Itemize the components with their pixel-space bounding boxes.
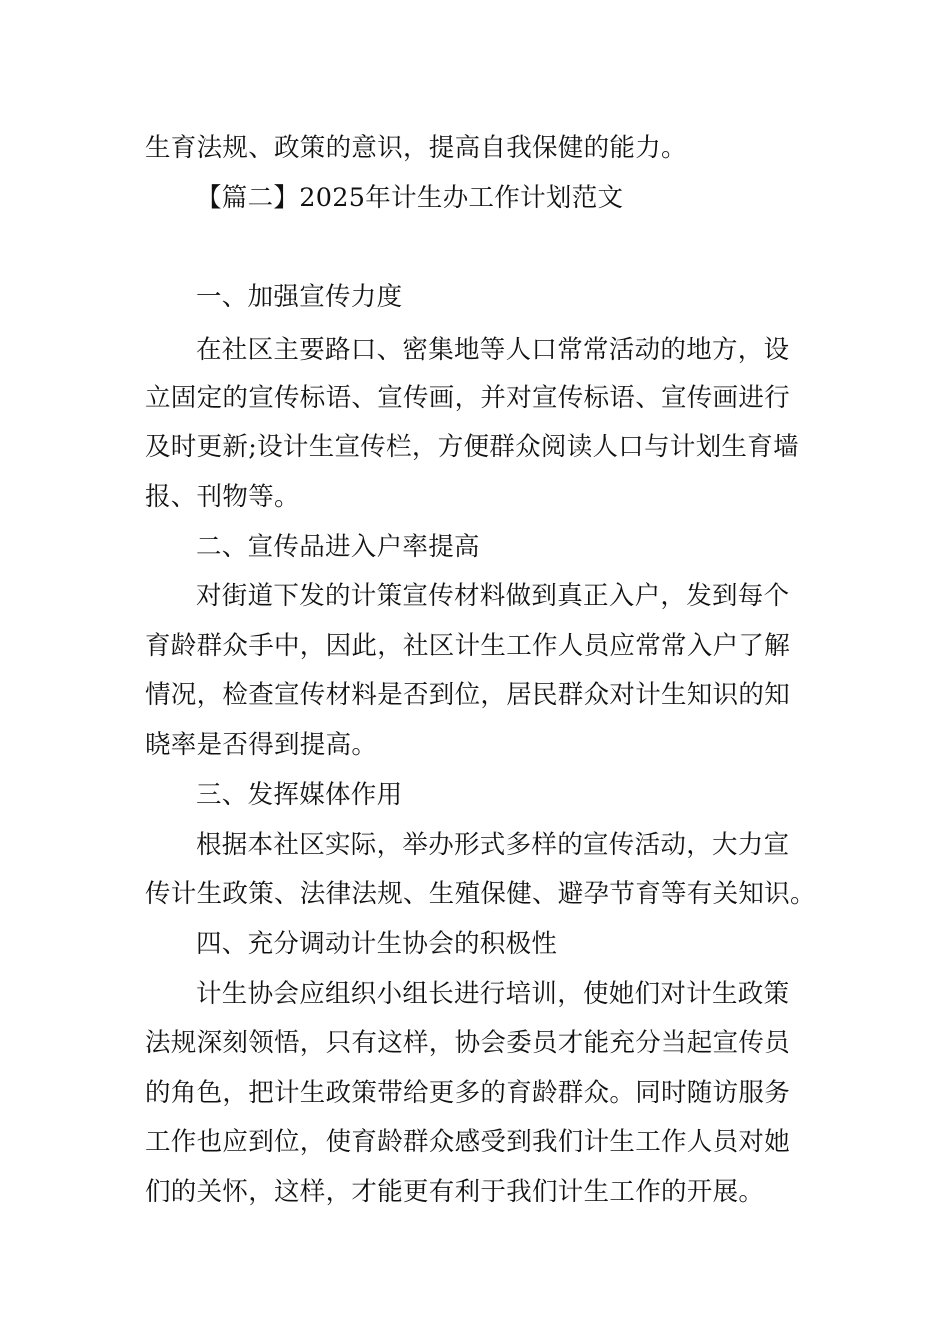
heading-4: 四、充分调动计生协会的积极性 (196, 929, 558, 959)
paragraph-line: 的角色，把计生政策带给更多的育龄群众。同时随访服务 (145, 1078, 791, 1108)
paragraph-line: 们的关怀，这样，才能更有利于我们计生工作的开展。 (145, 1177, 765, 1207)
paragraph-line: 法规深刻领悟，只有这样，协会委员才能充分当起宣传员 (145, 1028, 791, 1058)
heading-3: 三、发挥媒体作用 (196, 780, 403, 810)
paragraph-line: 晓率是否得到提高。 (145, 730, 378, 760)
paragraph-line: 生育法规、政策的意识，提高自我保健的能力。 (145, 133, 687, 163)
paragraph-line: 及时更新;设计生宣传栏，方便群众阅读人口与计划生育墙 (145, 432, 799, 462)
heading-2: 二、宣传品进入户率提高 (196, 532, 480, 562)
paragraph-line: 育龄群众手中，因此，社区计生工作人员应常常入户了解 (145, 631, 791, 661)
heading-1: 一、加强宣传力度 (196, 282, 403, 312)
paragraph-line: 根据本社区实际，举办形式多样的宣传活动，大力宣 (196, 830, 790, 860)
paragraph-line: 传计生政策、法律法规、生殖保健、避孕节育等有关知识。 (145, 879, 816, 909)
paragraph-line: 情况，检查宣传材料是否到位，居民群众对计生知识的知 (145, 680, 791, 710)
paragraph-line: 立固定的宣传标语、宣传画，并对宣传标语、宣传画进行 (145, 383, 791, 413)
paragraph-line: 报、刊物等。 (145, 482, 300, 512)
paragraph-line: 计生协会应组织小组长进行培训，使她们对计生政策 (196, 979, 790, 1009)
section-title: 【篇二】2025年计生办工作计划范文 (196, 183, 624, 213)
paragraph-line: 对街道下发的计策宣传材料做到真正入户，发到每个 (196, 581, 790, 611)
paragraph-line: 工作也应到位，使育龄群众感受到我们计生工作人员对她 (145, 1127, 791, 1157)
paragraph-line: 在社区主要路口、密集地等人口常常活动的地方，设 (196, 335, 790, 365)
